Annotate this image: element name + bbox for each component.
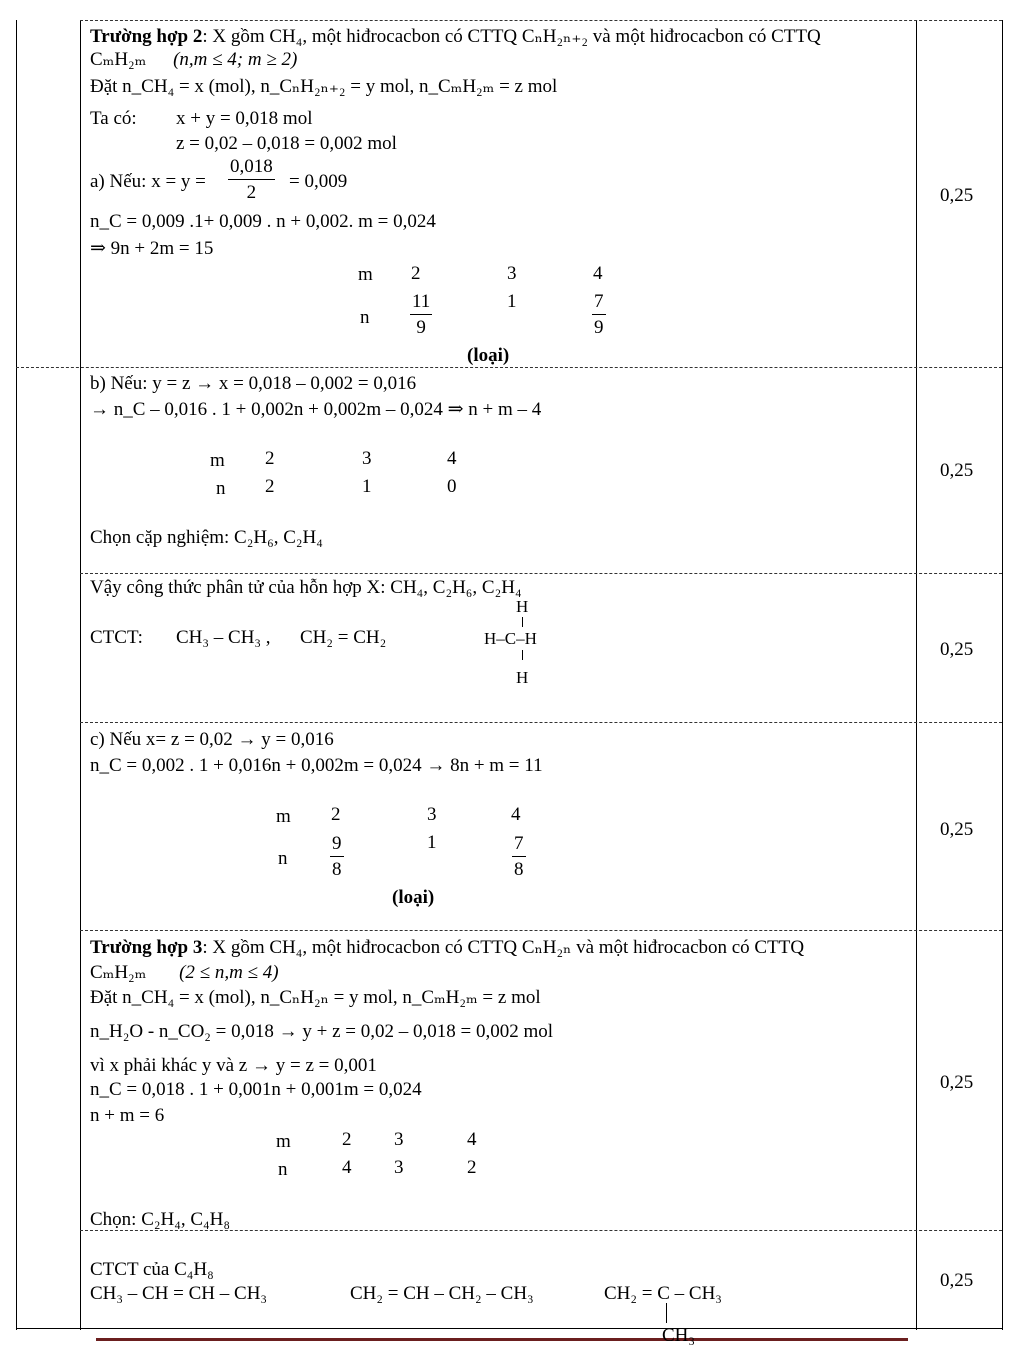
case2-a-n3 — [592, 292, 606, 337]
case2-a-nc: n_C = 0,009 .1+ 0,009 . n + 0,002. m = 0,024 — [90, 211, 436, 232]
top-border — [80, 20, 1002, 21]
case3-condition: (2 ≤ n,m ≤ 4) — [179, 962, 279, 983]
case2-a-m2: 3 — [507, 263, 517, 284]
case3-formula: CₘH₂ₘ — [90, 962, 147, 983]
row-divider-5 — [80, 1230, 1002, 1231]
score-4: 0,25 — [940, 819, 974, 840]
case2-title-rest: : X gồm CH₄, một hiđrocacbon có CTTQ CₙH₂ₙ₊₂ và một hiđrocacbon có CTTQ — [202, 26, 821, 47]
case3-line2 — [90, 963, 279, 982]
case2-a-loai: (loại) — [467, 345, 510, 366]
case2-c-loai: (loại) — [392, 887, 435, 908]
score-2: 0,25 — [940, 460, 974, 481]
methane-h-top: H — [516, 597, 529, 616]
case2-c-n3 — [512, 834, 526, 879]
case2-c-n2: 1 — [427, 832, 437, 853]
case2-c-m3: 4 — [511, 804, 521, 825]
case2-ctct-ethane: CH₃ – CH₃ , — [176, 627, 271, 648]
fraction-numerator: 9 — [332, 833, 342, 854]
case2-a-table-n: n — [360, 307, 370, 328]
left-outer-border — [16, 20, 17, 1330]
fraction-denominator: 9 — [592, 314, 606, 337]
case2-b-n2: 1 — [362, 476, 372, 497]
case3-m1: 2 — [342, 1129, 352, 1150]
fraction-denominator: 2 — [228, 179, 275, 202]
isomer-but-2-ene: CH₃ – CH = CH – CH₃ — [90, 1283, 268, 1304]
bottom-border — [16, 1328, 1002, 1329]
score-1: 0,25 — [940, 185, 974, 206]
case2-c-table-m: m — [276, 806, 291, 827]
case3-nc: n_C = 0,018 . 1 + 0,001n + 0,001m = 0,024 — [90, 1079, 422, 1100]
case2-ctct-ethene: CH₂ = CH₂ — [300, 627, 387, 648]
case2-a-n2: 1 — [507, 291, 517, 312]
case3-chon: Chọn: C₂H₄, C₄H₈ — [90, 1209, 230, 1230]
case3-sum: n + m = 6 — [90, 1105, 165, 1126]
isomer-but-1-ene: CH₂ = CH – CH₂ – CH₃ — [350, 1283, 534, 1304]
methane-bond-bottom — [522, 650, 523, 660]
fraction-numerator: 11 — [412, 291, 431, 312]
case2-line2 — [90, 50, 297, 69]
case3-n1: 4 — [342, 1157, 352, 1178]
case2-a-implies: ⇒ 9n + 2m = 15 — [90, 238, 214, 259]
score-6: 0,25 — [940, 1270, 974, 1291]
score-5: 0,25 — [940, 1072, 974, 1093]
case3-title-bold: Trường hợp 3 — [90, 937, 203, 958]
methane-bond-top — [522, 617, 523, 627]
case2-c-m1: 2 — [331, 804, 341, 825]
case2-b-m1: 2 — [265, 448, 275, 469]
case2-eq1: x + y = 0,018 mol — [176, 108, 313, 129]
case2-a-n1 — [410, 292, 432, 337]
fraction-numerator: 7 — [594, 291, 604, 312]
fraction-denominator: 9 — [410, 314, 432, 337]
fraction-numerator: 7 — [514, 833, 524, 854]
case3-title-rest: : X gồm CH₄, một hiđrocacbon có CTTQ CₙH₂ₙ và một hiđrocacbon có CTTQ — [202, 937, 805, 958]
case2-taco: Ta có: — [90, 108, 137, 129]
case3-dat: Đặt n_CH₄ = x (mol), n_CₙH₂ₙ = y mol, n_CₘH₂ₘ = z mol — [90, 987, 541, 1008]
case2-ctct-label: CTCT: — [90, 627, 143, 648]
methylpropene-branch: CH₃ — [662, 1325, 696, 1346]
fraction-denominator: 8 — [330, 856, 344, 879]
methane-middle: H–C–H — [484, 629, 537, 648]
case2-conclusion: Vậy công thức phân tử của hỗn hợp X: CH₄, C₂H₆, C₂H₄ — [90, 577, 522, 598]
score-3: 0,25 — [940, 639, 974, 660]
row-divider-1 — [16, 367, 1002, 368]
case2-dat: Đặt n_CH₄ = x (mol), n_CₙH₂ₙ₊₂ = y mol, n_CₘH₂ₘ = z mol — [90, 76, 558, 97]
row-divider-4 — [80, 930, 1002, 931]
page-footer-rule — [96, 1338, 908, 1341]
case2-c-m2: 3 — [427, 804, 437, 825]
case2-b-m2: 3 — [362, 448, 372, 469]
fraction-numerator: 0,018 — [230, 156, 273, 177]
case3-ctct-title: CTCT của C₄H₈ — [90, 1259, 214, 1280]
case2-a-m3: 4 — [593, 263, 603, 284]
case2-a-m1: 2 — [411, 263, 421, 284]
case2-eq2: z = 0,02 – 0,018 = 0,002 mol — [176, 133, 397, 154]
case2-b-chon: Chọn cặp nghiệm: C₂H₆, C₂H₄ — [90, 527, 323, 548]
case3-table-m: m — [276, 1131, 291, 1152]
case2-c-table-n: n — [278, 848, 288, 869]
case2-a-tail: = 0,009 — [289, 171, 348, 192]
fraction-denominator: 8 — [512, 856, 526, 879]
case3-title — [90, 938, 804, 957]
case2-b-nc: → n_C – 0,016 . 1 + 0,002n + 0,002m – 0,024 ⇒ n + m – 4 — [90, 399, 542, 420]
case2-b-lead: b) Nếu: y = z → x = 0,018 – 0,002 = 0,016 — [90, 373, 417, 394]
case2-title — [90, 27, 821, 46]
case2-condition: (n,m ≤ 4; m ≥ 2) — [173, 49, 298, 70]
case2-title-bold: Trường hợp 2 — [90, 26, 203, 47]
score-column-border — [916, 20, 917, 1330]
case3-diff: n_H₂O - n_CO₂ = 0,018 → y + z = 0,02 – 0,018 = 0,002 mol — [90, 1021, 554, 1042]
methane-h-bottom: H — [516, 668, 529, 687]
case2-b-n3: 0 — [447, 476, 457, 497]
left-column-border — [80, 20, 81, 1330]
case3-m3: 4 — [467, 1129, 477, 1150]
case3-n2: 3 — [394, 1157, 404, 1178]
case3-vi: vì x phải khác y và z → y = z = 0,001 — [90, 1055, 377, 1076]
methylpropene-branch-bond — [666, 1303, 667, 1323]
case2-c-nc: n_C = 0,002 . 1 + 0,016n + 0,002m = 0,024 → 8n + m = 11 — [90, 755, 543, 776]
isomer-methylpropene: CH₂ = C – CH₃ — [604, 1283, 722, 1304]
case2-b-table-m: m — [210, 450, 225, 471]
row-divider-2 — [80, 573, 1002, 574]
right-outer-border — [1002, 20, 1003, 1330]
case2-c-n1 — [330, 834, 344, 879]
case3-n3: 2 — [467, 1157, 477, 1178]
case2-a-lead: a) Nếu: x = y = — [90, 171, 206, 192]
case2-a-fraction — [228, 157, 275, 202]
case2-formula: CₘH₂ₘ — [90, 49, 147, 70]
row-divider-3 — [80, 722, 1002, 723]
case2-c-lead: c) Nếu x= z = 0,02 → y = 0,016 — [90, 729, 334, 750]
case2-b-table-n: n — [216, 478, 226, 499]
case2-b-m3: 4 — [447, 448, 457, 469]
case3-table-n: n — [278, 1159, 288, 1180]
case3-m2: 3 — [394, 1129, 404, 1150]
case2-a-table-m: m — [358, 264, 373, 285]
case2-b-n1: 2 — [265, 476, 275, 497]
